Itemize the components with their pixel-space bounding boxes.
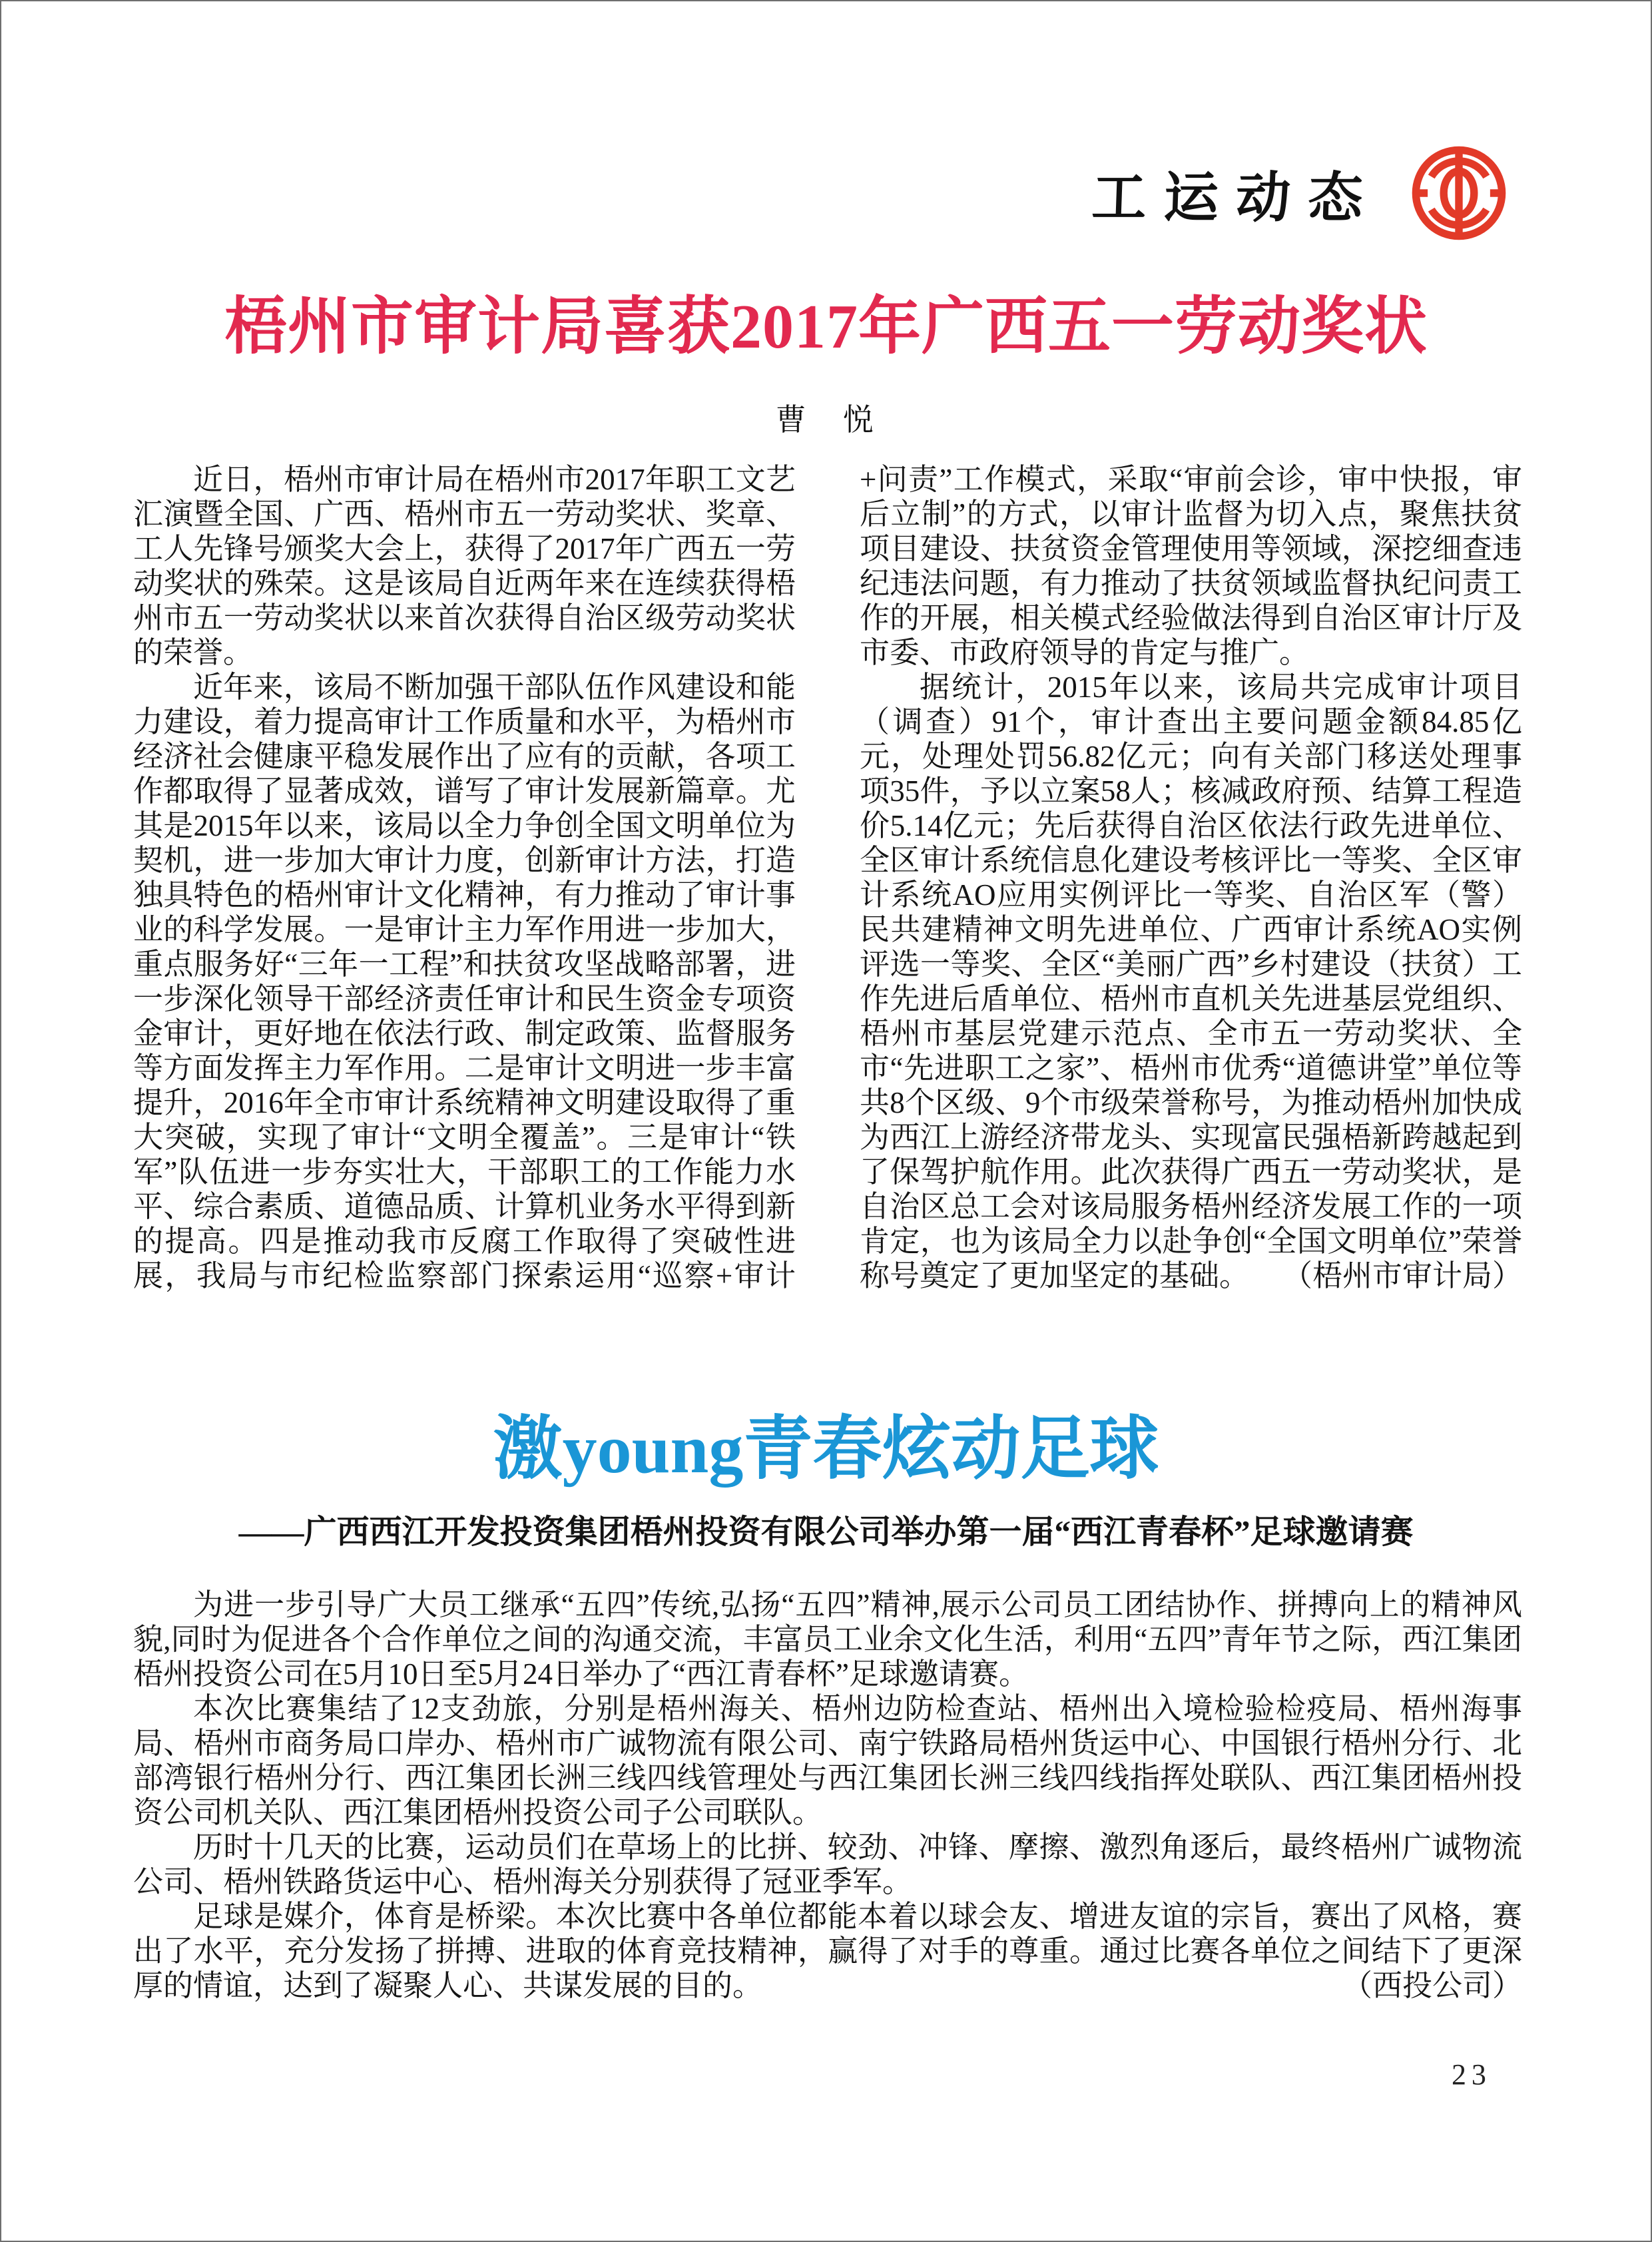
- page-number: 23: [1452, 2058, 1492, 2091]
- paragraph-text: 足球是媒介，体育是桥梁。本次比赛中各单位都能本着以球会友、增进友谊的宗旨，赛出了风格，赛出了水平，充分发扬了拼搏、进取的体育竞技精神，赢得了对手的尊重。通过比赛各单位之间结下了更深厚的情谊，达到了凝聚人心、共谋发展的目的。: [133, 1900, 1522, 2002]
- masthead: [1092, 142, 1510, 244]
- article1-title: 梧州市审计局喜获2017年广西五一劳动奖状: [224, 292, 1428, 362]
- paragraph-text: 为进一步引导广大员工继承“五四”传统,弘扬“五四”精神,展示公司员工团结协作、拼搏向上的精神风貌,同时为促进各个合作单位之间的沟通交流，丰富员工业余文化生活，利用“五四”青年节之际，西江集团梧州投资公司在5月10日至5月24日举办了“西江青春杯”足球邀请赛。: [133, 1588, 1522, 1691]
- article2-paragraph: [133, 1587, 1522, 1691]
- paragraph-text: 据统计，2015年以来，该局共完成审计项目（调查）91个，审计查出主要问题金额84.85亿元，处理处罚56.82亿元；向有关部门移送处理事项35件，予以立案58人；核减政府预、结算工程造价5.14亿元；先后获得自治区依法行政先进单位、全区审计系统信息化建设考核评比一等奖、全区审计系统AO应用实例评比一等奖、自治区军（警）民共建精神文明先进单位、广西审计系统AO实例评选一等奖、全区“美丽广西”乡村建设（扶贫）工作先进后盾单位、梧州市直机关先进基层党组织、梧州市基层党建示范点、全市五一劳动奖状、全市“先进职工之家”、梧州市优秀“道德讲堂”单位等共8个区级、9个市级荣誉称号，为推动梧州加快成为西江上游经济带龙头、实现富民强梧新跨越起到了保驾护航作用。此次获得广西五一劳动奖状，是自治区总工会对该局服务梧州经济发展工作的一项肯定，也为该局全力以赴争创“全国文明单位”荣誉称号奠定了更加坚定的基础。: [860, 671, 1522, 1292]
- paragraph-text: 历时十几天的比赛，运动员们在草场上的比拼、较劲、冲锋、摩擦、激烈角逐后，最终梧州广诚物流公司、梧州铁路货运中心、梧州海关分别获得了冠亚季军。: [133, 1830, 1522, 1898]
- article2-attribution: （西投公司）: [1342, 1969, 1522, 2002]
- article1-paragraph: [860, 670, 1522, 1293]
- article2-subtitle: ——广西西江开发投资集团梧州投资有限公司举办第一届“西江青春杯”足球邀请赛: [238, 1514, 1414, 1550]
- article1-author: 曹 悦: [775, 403, 877, 437]
- paragraph-text: 近年来，该局不断加强干部队伍作风建设和能力建设，着力提高审计工作质量和水平，为梧州市经济社会健康平稳发展作出了应有的贡献，各项工作都取得了显著成效，谱写了审计发展新篇章。尤其是2015年以来，该局以全力争创全国文明单位为契机，进一步加大审计力度，创新审计方法，打造独具特色的梧州审计文化精神，有力推动了审计事业的科学发展。一是审计主力军作用进一步加大，重点服务好“三年一工程”和扶贫攻坚战略部署，进一步深化领导干部经济责任审计和民生资金专项资金审计，更好地在依法行政、制定政策、监督服务等方面发挥主力军作用。二是审计文明进一步丰富提升，2016年全市审计系统精神文明建设取得了重大突破，实现了审计“文明全覆盖”。三是审计“铁军”队伍进一步夯实壮大，干部职工的工作能力水平、综合素质、道德品质、计算机业务水平得到新的提高。四是推动我市反腐工作取得了突破性进展，我局与市纪检监察部门探索运用“巡察+审计+问责”工作模式，采取“审前会诊，审中快报，审后立制”的方式，以审计监督为切入点，聚焦扶贫项目建设、扶贫资金管理使用等领域，深挖细查违纪违法问题，有力推动了扶贫领域监督执纪问责工作的开展，相关模式经验做法得到自治区审计厅及市委、市政府领导的肯定与推广。: [133, 463, 1522, 1292]
- article1-paragraph: [133, 462, 796, 670]
- masthead-title: 工运动态: [1091, 167, 1382, 228]
- article2-paragraph: [133, 1899, 1522, 2003]
- article2-title: 激young青春炫动足球: [493, 1411, 1159, 1488]
- article1-body: [133, 462, 1522, 1293]
- article2-paragraph: [133, 1830, 1522, 1899]
- trade-union-logo-icon: [1408, 142, 1510, 244]
- paragraph-text: 近日，梧州市审计局在梧州市2017年职工文艺汇演暨全国、广西、梧州市五一劳动奖状、奖章、工人先锋号颁奖大会上，获得了2017年广西五一劳动奖状的殊荣。这是该局自近两年来在连续获得梧州市五一劳动奖状以来首次获得自治区级劳动奖状的荣誉。: [133, 463, 796, 669]
- article2-paragraph: [133, 1691, 1522, 1830]
- article2-body: [133, 1587, 1522, 2003]
- paragraph-text: 本次比赛集结了12支劲旅，分别是梧州海关、梧州边防检查站、梧州出入境检验检疫局、梧州海事局、梧州市商务局口岸办、梧州市广诚物流有限公司、南宁铁路局梧州货运中心、中国银行梧州分行、北部湾银行梧州分行、西江集团长洲三线四线管理处与西江集团长洲三线四线指挥处联队、西江集团梧州投资公司机关队、西江集团梧州投资公司子公司联队。: [133, 1692, 1522, 1829]
- article1-attribution: （梧州市审计局）: [1282, 1259, 1522, 1292]
